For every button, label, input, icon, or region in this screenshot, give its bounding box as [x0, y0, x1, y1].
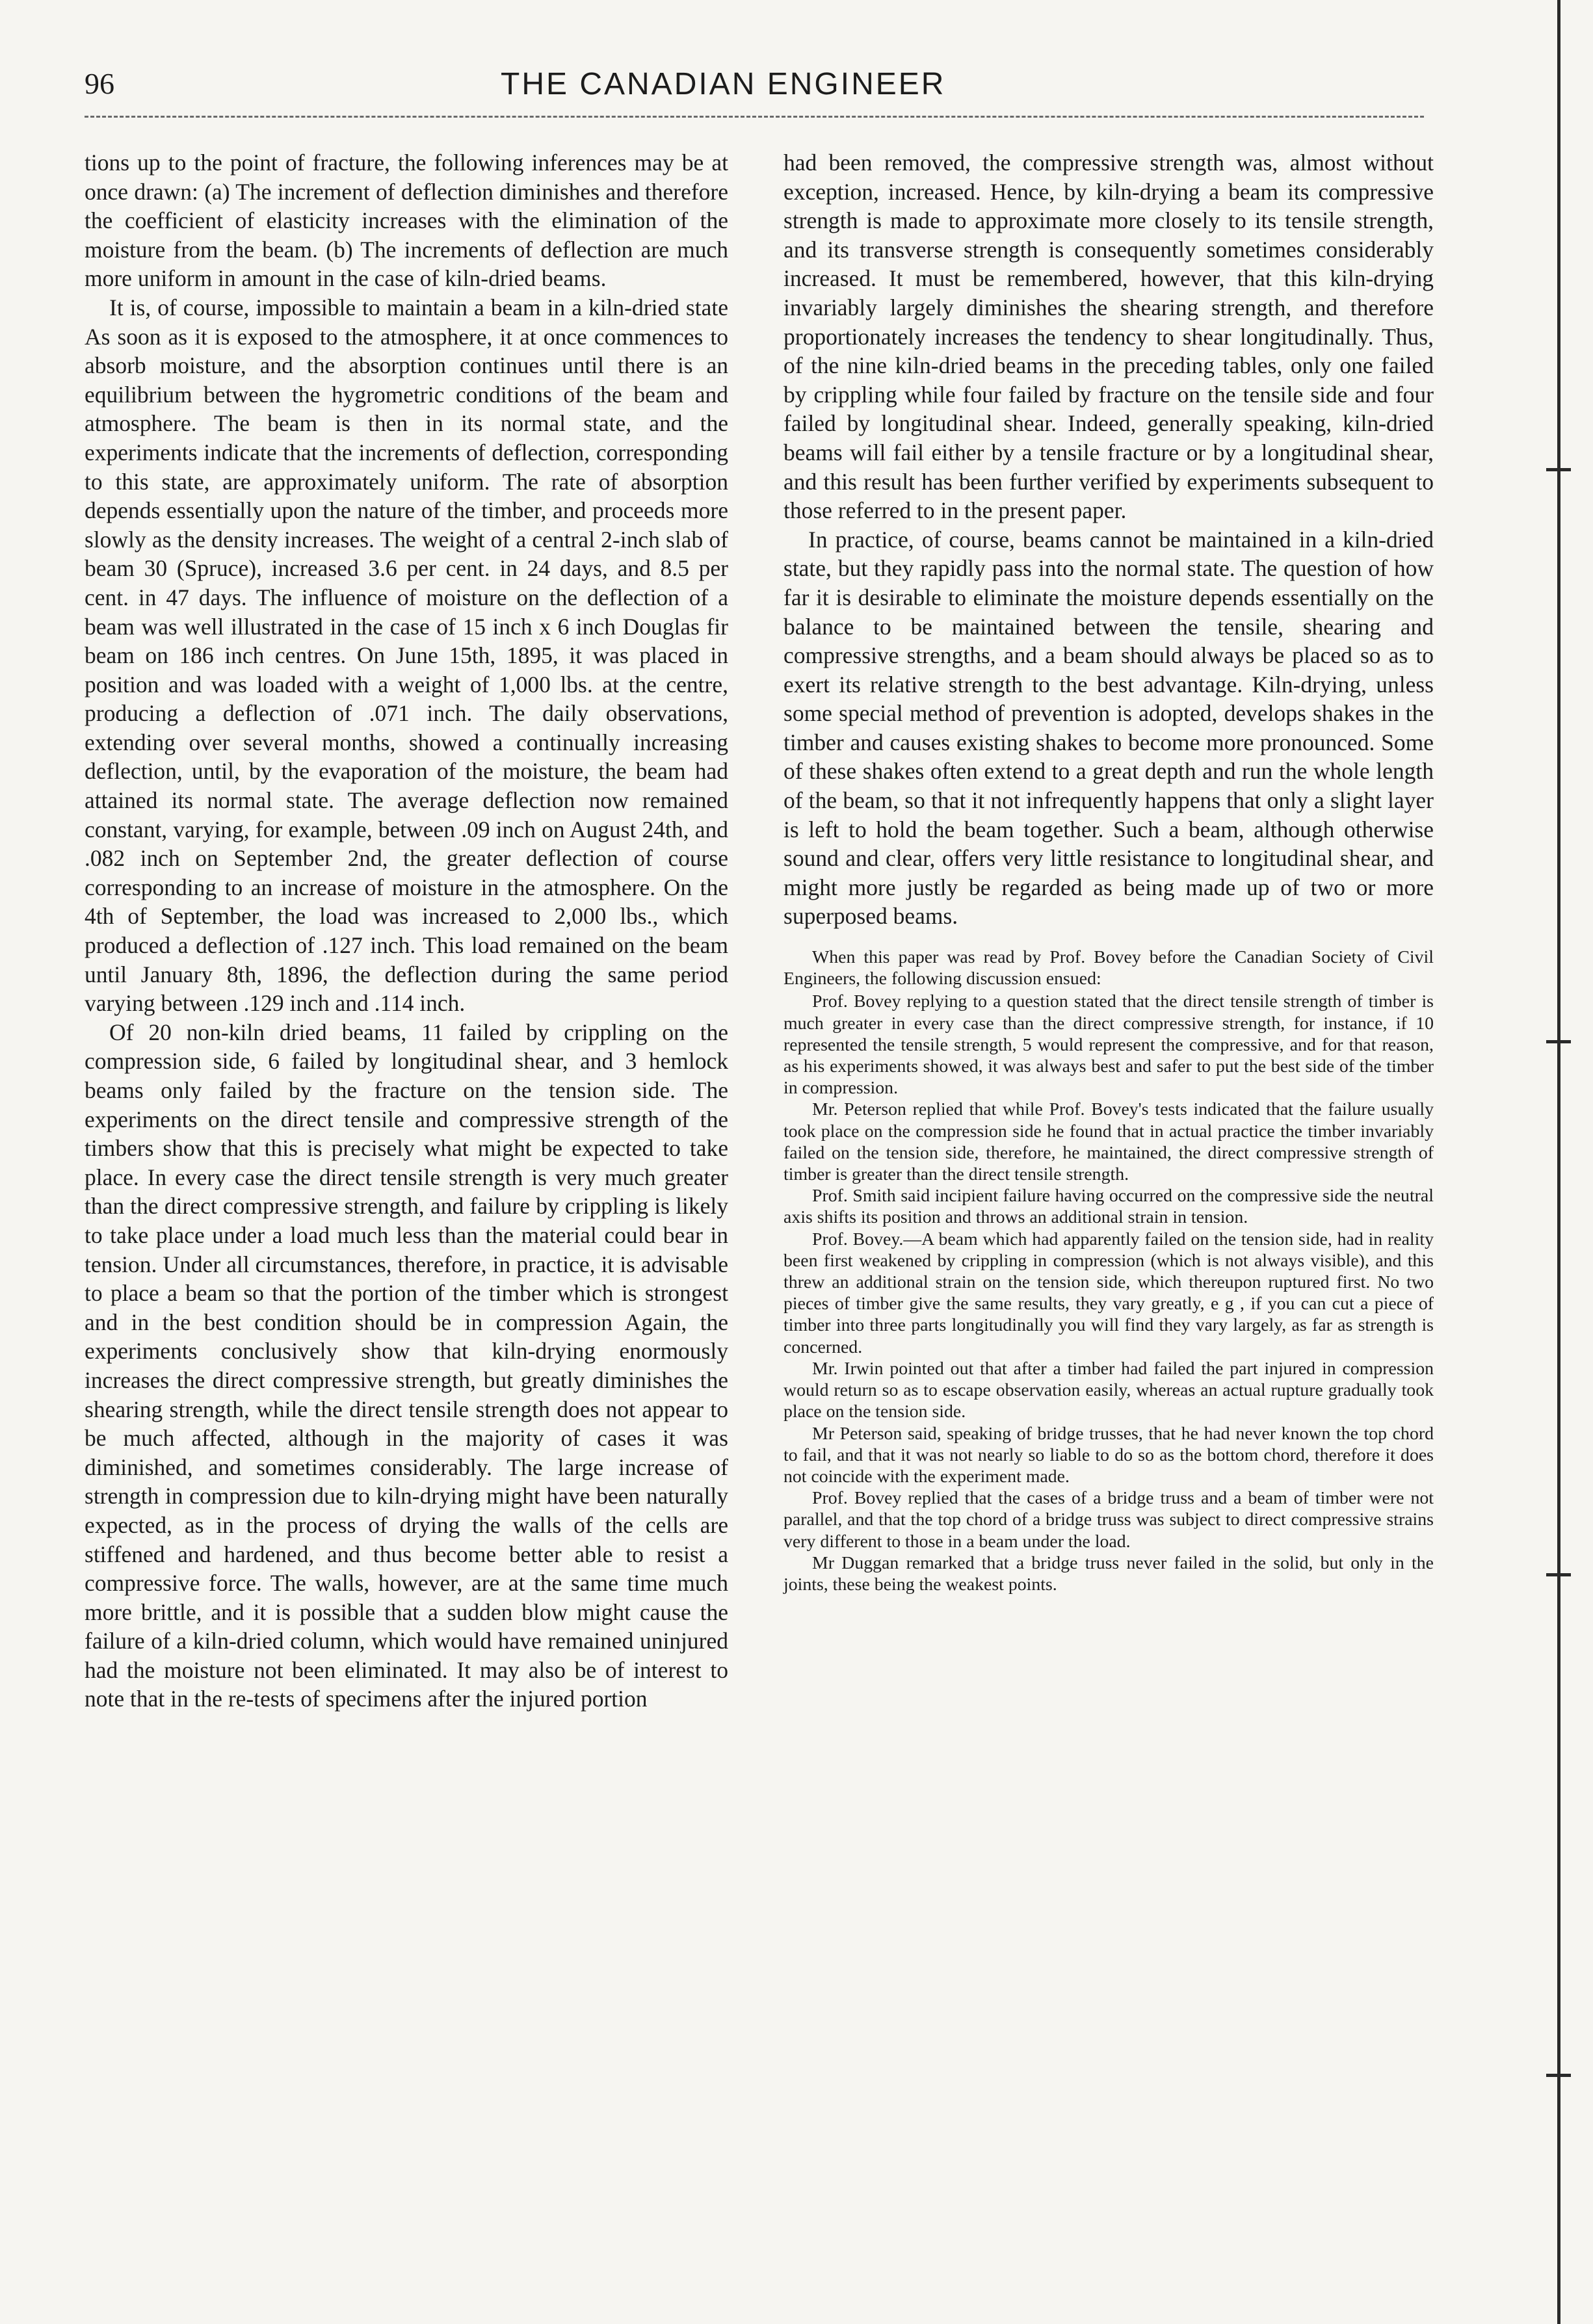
journal-title: THE CANADIAN ENGINEER	[501, 67, 946, 101]
discussion-paragraph: Prof. Bovey replied that the cases of a bridge truss and a beam of timber were not parallel, and that the top chord of a bridge truss was subject to direct compressive strains very different to those in a beam under the load.	[783, 1488, 1434, 1552]
discussion-paragraph: Mr Duggan remarked that a bridge truss never failed in the solid, but only in the joints, these being the weakest points.	[783, 1552, 1434, 1595]
page-edge-mark	[1546, 1573, 1571, 1576]
paragraph: tions up to the point of fracture, the following inferences may be at once drawn: (a) The increment of deflection diminishes and therefore the coefficient of elasticity increases with the elimination of the moisture from the beam. (b) The increments of deflection are much more uniform in amount in the case of kiln-dried beams.	[85, 150, 728, 292]
discussion-paragraph: Mr. Irwin pointed out that after a timber had failed the part injured in compression would return so as to escape observation easily, whereas an actual rupture gradually took place on the tension side.	[783, 1358, 1434, 1422]
paragraph: Of 20 non-kiln dried beams, 11 failed by crippling on the compression side, 6 failed by longitudinal shear, and 3 hemlock beams only failed by the fracture on the tension side. The experiments on the direct tensile and compressive strength of the timbers show that this is precisely what might be expected to take place. In every case the direct tensile strength is very much greater than the direct compressive strength, and failure by crippling is likely to take place under a load much less than the material could bear in tension. Under all circumstances, therefore, in practice, it is advisable to place a beam so that the portion of the timber which is strongest and in the best condition should be in compression Again, the experiments conclusively show that kiln-drying enormously increases the direct compressive strength, but greatly diminishes the shearing strength, while the direct tensile strength does not appear to be much affected, although in the majority of cases it was diminished, and sometimes considerably. The large increase of strength in compression due to kiln-drying might have been naturally expected, as in the process of drying the walls of the cells are stiffened and hardened, and thus become better able to resist a compressive force. The walls, however, are at the same time much more brittle, and it is possible that a sudden blow might cause the failure of a kiln-dried column, which would have remained uninjured had the moisture not been eliminated. It may also be of interest to note that in the re-tests of specimens after the injured portion	[85, 1019, 728, 1712]
discussion-intro: When this paper was read by Prof. Bovey before the Canadian Society of Civil Engineers, the following discussion ensued:	[783, 947, 1434, 989]
left-column	[85, 148, 728, 1714]
header-rule	[85, 116, 1424, 118]
page-header	[85, 66, 1424, 112]
discussion-paragraph: Prof. Bovey replying to a question stated that the direct tensile strength of timber is much greater in every case than the direct compressive strength, for instance, if 10 represented the tensile strength, 5 would represent the compressive, and for that reason, as his experiments showed, it was always best and safer to put the best side of the timber in compression.	[783, 991, 1434, 1099]
page-edge-mark	[1546, 1040, 1571, 1043]
discussion-paragraph: Prof. Smith said incipient failure having occurred on the compressive side the neutral axis shifts its position and throws an additional strain in tension.	[783, 1186, 1434, 1228]
discussion-section	[783, 947, 1434, 1595]
paragraph: In practice, of course, beams cannot be maintained in a kiln-dried state, but they rapidly pass into the normal state. The question of how far it is desirable to eliminate the moisture depends essentially on the balance to be maintained between the tensile, shearing and compressive strengths, and a beam should always be placed so as to exert its relative strength to the best advantage. Kiln-drying, unless some special method of prevention is adopted, develops shakes in the timber and causes existing shakes to become more pronounced. Some of these shakes often extend to a great depth and run the whole length of the beam, so that it not infrequently happens that only a slight layer is left to hold the beam together. Such a beam, although otherwise sound and clear, offers very little resistance to longitudinal shear, and might more justly be regarded as being made up of two or more superposed beams.	[783, 526, 1434, 930]
paragraph: had been removed, the compressive strength was, almost without exception, increased. Hence, by kiln-drying a beam its compressive strength is made to approximate more closely to its tensile strength, and its transverse strength is consequently sometimes considerably increased. It must be remembered, however, that this kiln-drying invariably largely diminishes the shearing strength, and therefore proportionately increases the tendency to shear longitudinally. Thus, of the nine kiln-dried beams in the preceding tables, only one failed by crippling while four failed by fracture on the tensile side and four failed by longitudinal shear. Indeed, generally speaking, kiln-dried beams will fail either by a tensile fracture or by a longitudinal shear, and this result has been further verified by experiments subsequent to those referred to in the present paper.	[783, 150, 1434, 524]
paragraph: It is, of course, impossible to maintain a beam in a kiln-dried state As soon as it is exposed to the atmosphere, it at once commences to absorb moisture, and the absorption continues until there is an equilibrium between the hygrometric conditions of the beam and atmosphere. The beam is then in its normal state, and the experiments indicate that the increments of deflection, corresponding to this state, are approximately uniform. The rate of absorption depends essentially upon the nature of the timber, and proceeds more slowly as the density increases. The weight of a central 2-inch slab of beam 30 (Spruce), increased 3.6 per cent. in 24 days, and 8.5 per cent. in 47 days. The influence of moisture on the deflection of a beam was well illustrated in the case of 15 inch x 6 inch Douglas fir beam on 186 inch centres. On June 15th, 1895, it was placed in position and was loaded with a weight of 1,000 lbs. at the centre, producing a deflection of .071 inch. The daily observations, extending over several months, showed a continually increasing deflection, until, by the evaporation of the moisture, the beam had attained its normal state. The average deflection now remained constant, varying, for example, between .09 inch on August 24th, and .082 inch on September 2nd, the greater deflection of course corresponding to an increase of moisture in the atmosphere. On the 4th of September, the load was increased to 2,000 lbs., which produced a deflection of .127 inch. This load remained on the beam until January 8th, 1896, the deflection during the same period varying between .129 inch and .114 inch.	[85, 294, 728, 1017]
page-edge-mark	[1546, 2074, 1571, 2077]
page-edge-mark	[1546, 468, 1571, 471]
right-column	[783, 148, 1434, 1595]
discussion-paragraph: Prof. Bovey.—A beam which had apparently failed on the tension side, had in reality been first weakened by crippling in compression (which is not always visible), and this threw an additional strain on the tension side, which thereupon ruptured first. No two pieces of timber give the same results, they vary greatly, e g , if you can cut a piece of timber into three parts longitudinally you will find they vary largely, as far as strength is concerned.	[783, 1229, 1434, 1357]
page-number: 96	[85, 67, 114, 100]
discussion-paragraph: Mr Peterson said, speaking of bridge trusses, that he had never known the top chord to fail, and that it was not nearly so liable to do so as the bottom chord, therefore it does not coincide with the experiment made.	[783, 1423, 1434, 1487]
discussion-paragraph: Mr. Peterson replied that while Prof. Bovey's tests indicated that the failure usually took place on the compression side he found that in actual practice the timber invariably failed on the tension side, therefore, he maintained, the direct compressive strength of timber is greater than the direct tensile strength.	[783, 1099, 1434, 1185]
page-edge-rule	[1557, 0, 1560, 2324]
